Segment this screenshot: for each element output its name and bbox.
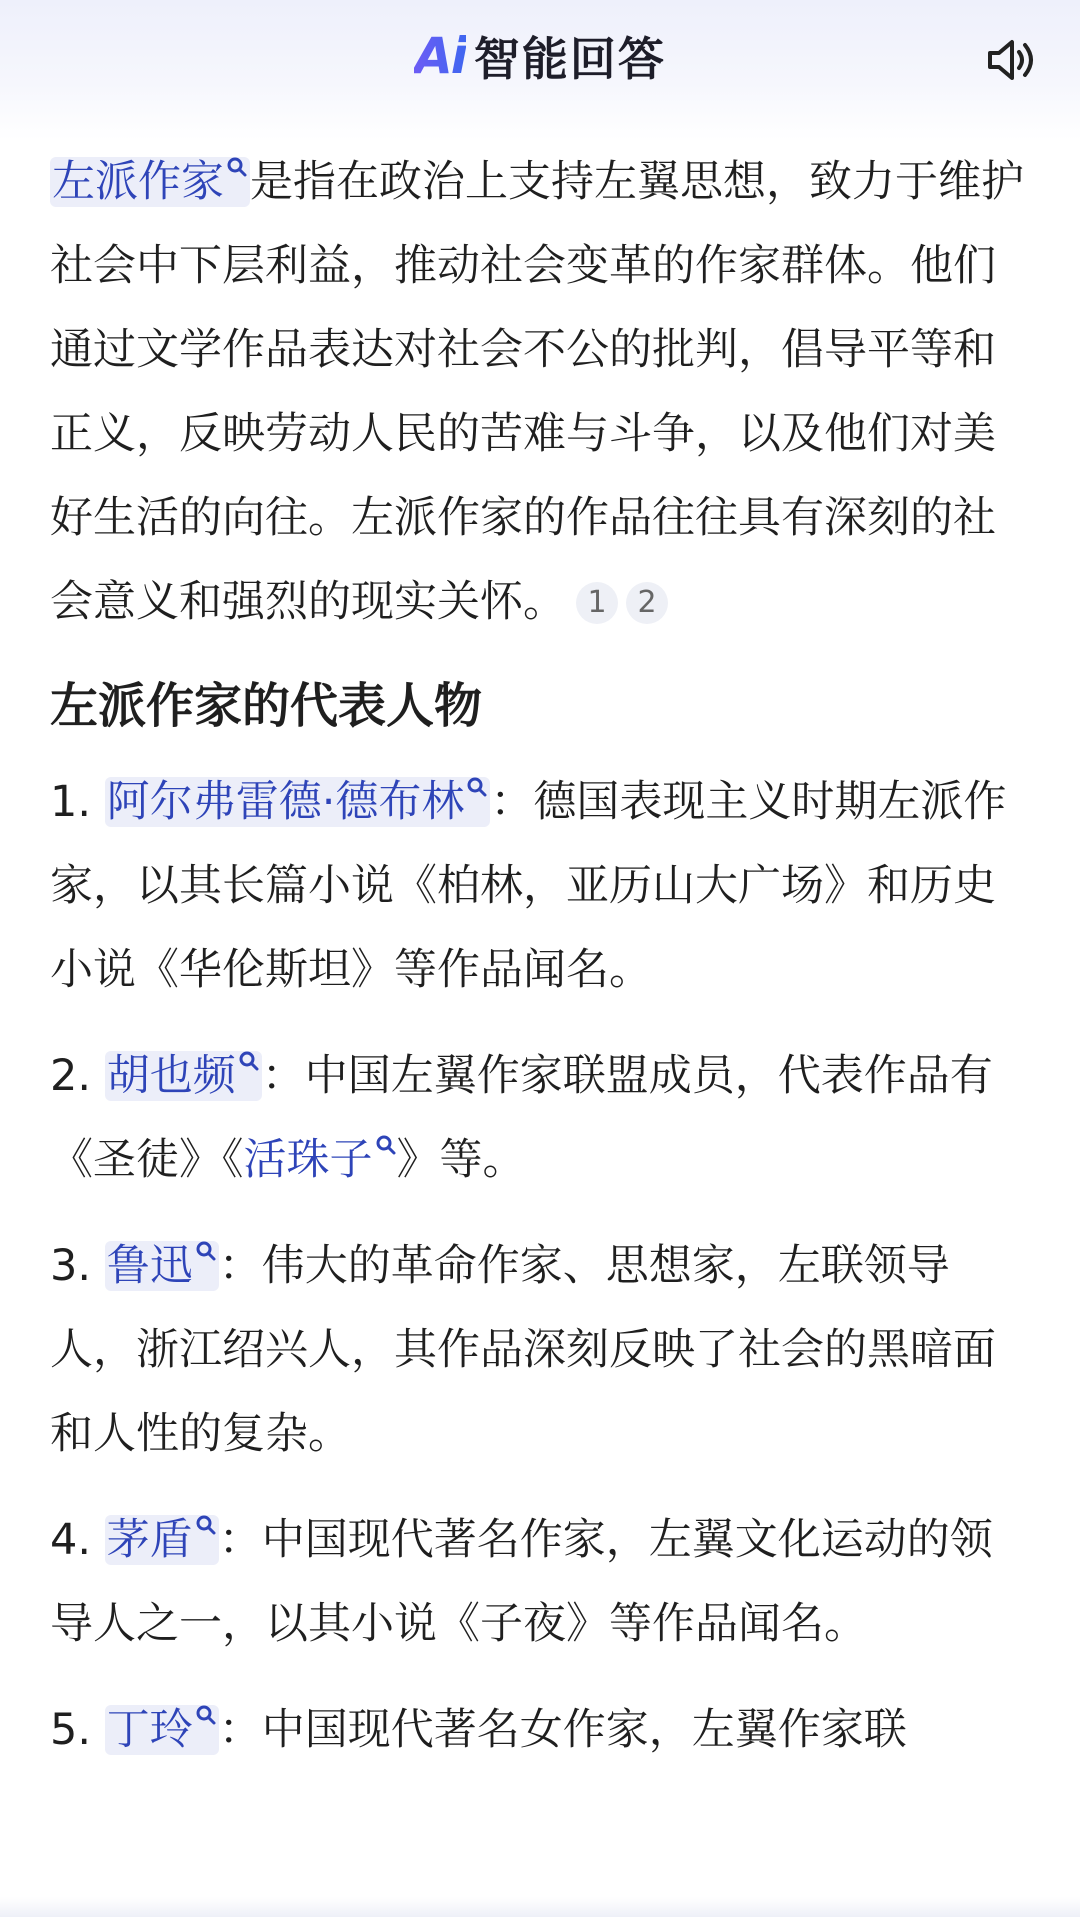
term-label: 茅盾: [106, 1515, 193, 1565]
search-icon: [238, 1050, 260, 1072]
item-description-end: 》等。: [396, 1135, 526, 1185]
list-item: [50, 1498, 1030, 1666]
item-number: 4.: [50, 1515, 92, 1565]
intro-text: 是指在政治上支持左翼思想，致力于维护社会中下层利益，推动社会变革的作家群体。他们通过文学作品表达对社会不公的批判，倡导平等和正义，反映劳动人民的苦难与斗争，以及他们对美好生活的向往。左派作家的作品往往具有深刻的社会意义和强烈的现实关怀。: [50, 157, 1024, 627]
term-label: 胡也频: [106, 1051, 236, 1101]
item-description: ：中国现代著名女作家，左翼作家联: [218, 1705, 907, 1755]
term-label: 左派作家: [52, 157, 224, 207]
term-label: 阿尔弗雷德·德布林: [106, 777, 465, 827]
term-link-doblin[interactable]: [105, 777, 491, 827]
item-number: 5.: [50, 1705, 92, 1755]
item-number: 3.: [50, 1241, 92, 1291]
item-number: 1.: [50, 777, 92, 827]
page-title: 智能回答: [473, 32, 666, 86]
term-link-ding-ling[interactable]: [105, 1705, 219, 1755]
term-link-hu-yepin[interactable]: [105, 1051, 262, 1101]
item-description: ：中国现代著名作家，左翼文化运动的领导人之一，以其小说《子夜》等作品闻名。: [50, 1515, 993, 1649]
citation-badge-2[interactable]: 2: [626, 582, 668, 624]
brand: [414, 23, 666, 89]
term-label: 鲁迅: [106, 1241, 193, 1291]
search-icon: [195, 1514, 217, 1536]
item-description: ：伟大的革命作家、思想家，左联领导人，浙江绍兴人，其作品深刻反映了社会的黑暗面和人性的复杂。: [50, 1241, 996, 1459]
item-description: ：中国左翼作家联盟成员，代表作品有《圣徒》《: [50, 1051, 993, 1185]
term-link-lu-xun[interactable]: [105, 1241, 219, 1291]
search-icon: [195, 1704, 217, 1726]
term-link-huozhuzi[interactable]: [244, 1135, 397, 1185]
term-label: 丁玲: [106, 1705, 193, 1755]
ai-logo: Ai: [414, 27, 466, 85]
term-link-intro[interactable]: [50, 157, 250, 207]
section-heading: 左派作家的代表人物: [50, 678, 483, 734]
term-label: 活珠子: [243, 1135, 373, 1185]
item-number: 2.: [50, 1051, 92, 1101]
search-icon: [466, 776, 488, 798]
app-header: [0, 0, 1080, 140]
bottom-fade: [0, 1897, 1080, 1917]
intro-paragraph: [50, 140, 1030, 644]
item-description: ：德国表现主义时期左派作家，以其长篇小说《柏林，亚历山大广场》和历史小说《华伦斯坦》等作品闻名。: [50, 777, 1007, 995]
answer-content: [50, 140, 1030, 1794]
speaker-icon[interactable]: [982, 32, 1038, 88]
list-item: [50, 760, 1030, 1012]
search-icon: [226, 156, 248, 178]
search-icon: [375, 1134, 397, 1156]
list-item: [50, 1224, 1030, 1476]
search-icon: [195, 1240, 217, 1262]
citation-badge-1[interactable]: 1: [576, 582, 618, 624]
list-item: [50, 1688, 1030, 1772]
term-link-mao-dun[interactable]: [105, 1515, 219, 1565]
list-item: [50, 1034, 1030, 1202]
